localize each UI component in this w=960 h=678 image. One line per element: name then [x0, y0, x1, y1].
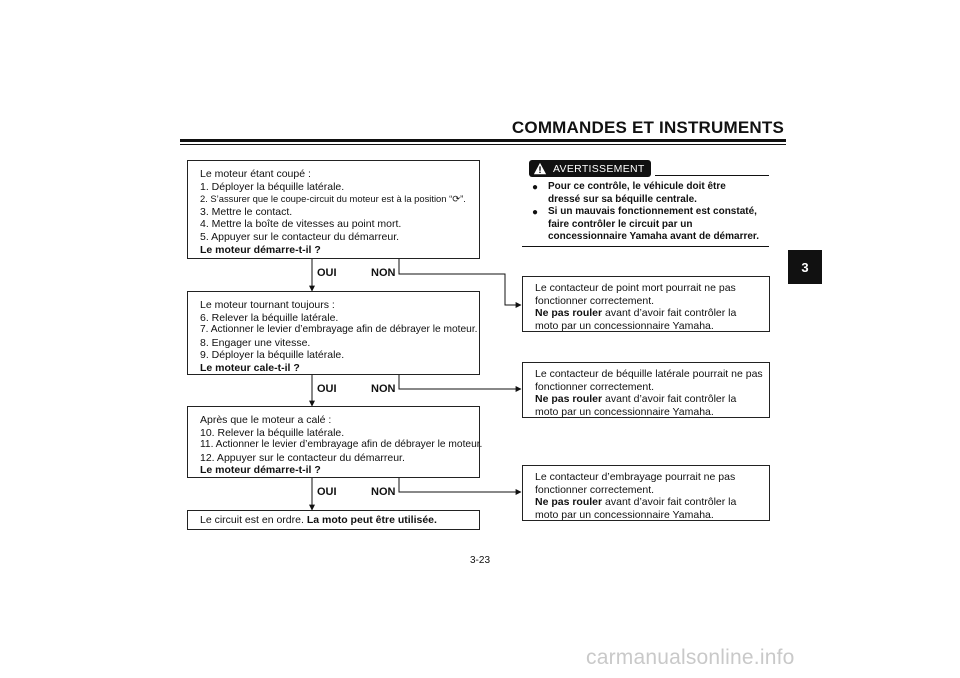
warning-item-2-line-1: faire contrôler le circuit par un — [548, 218, 693, 230]
step-1-line-3: 3. Mettre le contact. — [200, 205, 293, 218]
step-3-line-1: 10. Relever la béquille latérale. — [200, 426, 345, 439]
step-box-2 — [187, 291, 480, 375]
step-2-line-3: 8. Engager une vitesse. — [200, 336, 311, 349]
fault-2-line-1: fonctionner correctement. — [535, 380, 655, 393]
warning-item-1 — [532, 181, 772, 206]
step-1-line-5: 5. Appuyer sur le contacteur du démarreur. — [200, 230, 400, 243]
step-2-line-1: 6. Relever la béquille latérale. — [200, 311, 339, 324]
fault-2-line-0: Le contacteur de béquille latérale pourrait ne pas — [535, 368, 763, 380]
fault-1-last: moto par un concessionnaire Yamaha. — [535, 319, 714, 332]
page-number: 3-23 — [469, 555, 490, 566]
step-3-question: Le moteur démarre-t-il ? — [200, 464, 321, 477]
fault-box-2 — [522, 362, 770, 418]
fault-3-last: moto par un concessionnaire Yamaha. — [535, 508, 714, 521]
step-3-line-3: 12. Appuyer sur le contacteur du démarreur. — [200, 451, 405, 464]
step-1-question: Le moteur démarre-t-il ? — [200, 243, 321, 256]
fault-1-line-0: Le contacteur de point mort pourrait ne pas — [535, 282, 736, 294]
step-box-1 — [187, 160, 480, 259]
warning-label: AVERTISSEMENT — [553, 162, 645, 175]
final-text: Le circuit est en ordre. — [200, 514, 307, 526]
step-2-question: Le moteur cale-t-il ? — [200, 361, 300, 374]
step-box-3 — [187, 406, 483, 478]
fault-3-line-1: fonctionner correctement. — [535, 483, 655, 496]
warning-triangle-icon — [533, 162, 547, 176]
warning-item-1-line-0: Pour ce contrôle, le véhicule doit être — [548, 181, 726, 192]
fault-3-rest: avant d’avoir fait contrôler la — [602, 496, 737, 509]
fault-3-line-0: Le contacteur d’embrayage pourrait ne pas — [535, 471, 736, 483]
non-label-3: NON — [371, 486, 396, 498]
page-title: COMMANDES ET INSTRUMENTS — [511, 118, 784, 137]
fault-box-1 — [522, 276, 770, 332]
warning-item-1-line-1: dressé sur sa béquille centrale. — [548, 193, 697, 205]
fault-2-rest: avant d’avoir fait contrôler la — [602, 393, 737, 406]
oui-label-3: OUI — [317, 486, 337, 498]
step-1-line-0: Le moteur étant coupé : — [200, 168, 311, 180]
warning-rule — [655, 175, 769, 176]
warning-item-2-line-2: concessionnaire Yamaha avant de démarrer. — [548, 231, 760, 242]
warning-bottom-rule — [522, 246, 769, 247]
step-1-line-4: 4. Mettre la boîte de vitesses au point mort. — [200, 218, 402, 231]
warning-badge — [529, 160, 651, 177]
fault-2-bold: Ne pas rouler — [535, 393, 603, 406]
watermark: carmanualsonline.info — [586, 646, 795, 669]
fault-box-3 — [522, 465, 770, 521]
final-text-bold: La moto peut être utilisée. — [306, 514, 437, 526]
fault-1-rest: avant d’avoir fait contrôler la — [602, 307, 737, 320]
step-2-line-2: 7. Actionner le levier d’embrayage afin de débrayer le moteur. — [200, 324, 478, 336]
step-2-line-0: Le moteur tournant toujours : — [200, 299, 335, 311]
fault-3-bold: Ne pas rouler — [535, 496, 603, 509]
fault-1-line-1: fonctionner correctement. — [535, 294, 655, 307]
final-box — [187, 510, 480, 530]
bullet-icon: ● — [532, 182, 539, 193]
oui-label-2: OUI — [317, 383, 337, 395]
fault-2-last: moto par un concessionnaire Yamaha. — [535, 405, 714, 418]
bullet-icon: ● — [532, 207, 539, 218]
step-2-line-4: 9. Déployer la béquille latérale. — [200, 349, 345, 362]
non-connector-3 — [399, 478, 521, 492]
warning-item-2 — [532, 206, 772, 244]
fault-1-bold: Ne pas rouler — [535, 307, 603, 320]
warning-item-2-line-0: Si un mauvais fonctionnement est constaté, — [548, 206, 757, 217]
step-3-line-2: 11. Actionner le levier d’embrayage afin de débrayer le moteur. — [200, 439, 483, 451]
oui-label-1: OUI — [317, 267, 337, 279]
step-3-line-0: Après que le moteur a calé : — [200, 414, 332, 426]
step-1-line-2: 2. S’assurer que le coupe-circuit du moteur est à la position “⟳”. — [200, 193, 466, 205]
chapter-tab: 3 — [788, 250, 822, 284]
step-1-line-1: 1. Déployer la béquille latérale. — [200, 180, 345, 193]
non-label-2: NON — [371, 383, 396, 395]
non-connector-2 — [399, 375, 521, 389]
non-label-1: NON — [371, 267, 396, 279]
